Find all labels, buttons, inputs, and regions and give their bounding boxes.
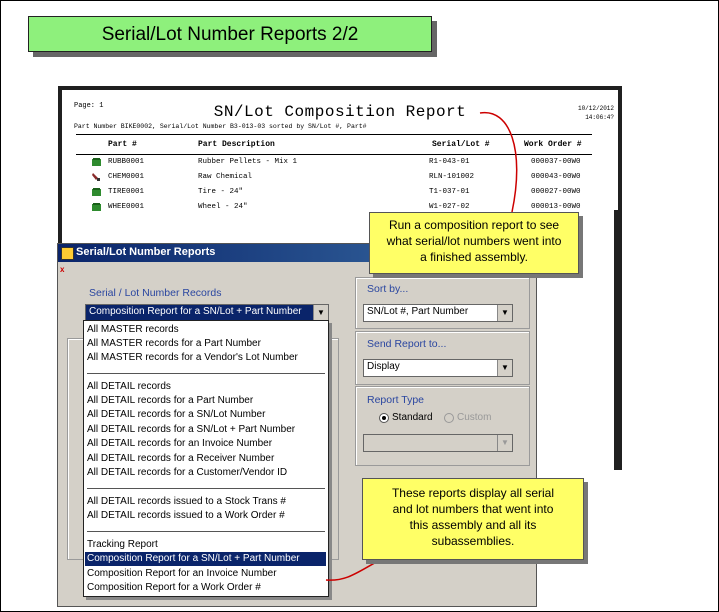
row-work-order: 000037-00W0 xyxy=(531,158,581,166)
dropdown-option[interactable] xyxy=(85,394,326,408)
option-label: All DETAIL records xyxy=(87,381,171,392)
dropdown-option[interactable] xyxy=(85,380,326,394)
close-icon[interactable] xyxy=(60,265,76,274)
dropdown-option[interactable] xyxy=(85,509,326,523)
dropdown-option[interactable] xyxy=(85,452,326,466)
report-subtitle: Part Number BIKE0002, Serial/Lot Number B3-013-03 sorted by SN/Lot #, Part# xyxy=(74,123,367,130)
slide-title-banner xyxy=(28,16,432,52)
chevron-down-icon[interactable]: ▼ xyxy=(497,305,512,321)
dropdown-option[interactable] xyxy=(85,337,326,351)
option-label: All DETAIL records for a Part Number xyxy=(87,395,254,406)
row-description: Wheel - 24" xyxy=(198,203,248,211)
report-row xyxy=(76,156,606,170)
callout-line: subassemblies. xyxy=(431,534,515,548)
report-row xyxy=(76,186,606,200)
report-options-dropdown xyxy=(83,320,329,597)
dropdown-option[interactable] xyxy=(85,408,326,422)
row-serial-lot: R1-043-01 xyxy=(429,158,470,166)
option-label: Tracking Report xyxy=(87,539,158,550)
send-combo[interactable] xyxy=(363,359,513,377)
row-serial-lot: RLN-101002 xyxy=(429,173,475,181)
option-label: All DETAIL records for a SN/Lot + Part Number xyxy=(87,424,296,435)
dropdown-option[interactable] xyxy=(85,437,326,451)
option-label: Composition Report for a SN/Lot + Part Number xyxy=(87,553,300,564)
option-label: All DETAIL records for a Receiver Number xyxy=(87,453,275,464)
sort-value: SN/Lot #, Part Number xyxy=(367,306,469,317)
subassemblies-callout xyxy=(362,478,584,560)
custom-report-combo[interactable] xyxy=(363,434,513,452)
flask-icon xyxy=(92,173,101,184)
reports-group-label: Serial / Lot Number Records xyxy=(89,287,222,299)
option-label: All DETAIL records for an Invoice Number xyxy=(87,438,273,449)
row-part: RUBB0001 xyxy=(108,158,145,166)
row-serial-lot: W1-027-02 xyxy=(429,203,470,211)
option-label: All DETAIL records issued to a Stock Trans # xyxy=(87,496,286,507)
report-column-headers xyxy=(76,134,592,155)
dropdown-option[interactable] xyxy=(85,581,326,595)
sort-combo[interactable] xyxy=(363,304,513,322)
row-part: TIRE0001 xyxy=(108,188,145,196)
option-label: All MASTER records for a Vendor's Lot Number xyxy=(87,352,298,363)
green-box-icon xyxy=(92,203,101,214)
dropdown-option[interactable] xyxy=(85,495,326,509)
report-selector-value: Composition Report for a SN/Lot + Part Number xyxy=(89,306,302,317)
report-row xyxy=(76,171,606,185)
row-work-order: 000027-00W0 xyxy=(531,188,581,196)
callout-line: a finished assembly. xyxy=(420,250,528,264)
custom-radio-label: Custom xyxy=(457,412,492,423)
slide-title: Serial/Lot Number Reports 2/2 xyxy=(101,24,359,45)
report-shadow-edge xyxy=(614,210,622,470)
dropdown-option[interactable] xyxy=(85,466,326,480)
composition-report-callout xyxy=(369,212,579,274)
option-label: All DETAIL records issued to a Work Order # xyxy=(87,510,285,521)
row-work-order: 000013-00W0 xyxy=(531,203,581,211)
dropdown-option[interactable] xyxy=(85,538,326,552)
col-header-serial-lot: Serial/Lot # xyxy=(432,140,490,149)
dropdown-separator xyxy=(87,531,325,532)
report-date xyxy=(578,104,614,122)
row-description: Rubber Pellets - Mix 1 xyxy=(198,158,298,166)
callout-line: These reports display all serial xyxy=(391,486,555,500)
option-label: Composition Report for a Work Order # xyxy=(87,582,261,593)
row-description: Tire - 24" xyxy=(198,188,244,196)
standard-radio[interactable] xyxy=(379,413,389,423)
col-header-part: Part # xyxy=(108,140,137,149)
chevron-down-icon[interactable]: ▼ xyxy=(497,435,512,451)
dialog-title: Serial/Lot Number Reports xyxy=(76,246,216,258)
report-date-value: 10/12/2012 xyxy=(577,105,614,112)
close-glyph: x xyxy=(60,265,65,274)
green-box-icon xyxy=(92,158,101,169)
dropdown-option-selected[interactable] xyxy=(85,552,326,566)
row-serial-lot: T1-037-01 xyxy=(429,188,470,196)
send-value: Display xyxy=(367,361,400,372)
report-time-value: 14:06:4? xyxy=(585,114,614,121)
dropdown-separator xyxy=(87,488,325,489)
callout-line: Run a composition report to see xyxy=(388,218,560,232)
dropdown-option[interactable] xyxy=(85,423,326,437)
option-label: All DETAIL records for a SN/Lot Number xyxy=(87,409,266,420)
callout-line: this assembly and all its xyxy=(409,518,537,532)
chevron-down-icon[interactable]: ▼ xyxy=(313,305,328,321)
row-description: Raw Chemical xyxy=(198,173,253,181)
row-work-order: 000043-00W0 xyxy=(531,173,581,181)
sort-label: Sort by... xyxy=(367,283,409,295)
app-icon xyxy=(61,247,74,260)
col-header-description: Part Description xyxy=(198,140,275,149)
custom-radio[interactable] xyxy=(444,413,454,423)
dropdown-option[interactable] xyxy=(85,351,326,365)
report-type-label: Report Type xyxy=(367,394,425,406)
option-label: All DETAIL records for a Customer/Vendor ID xyxy=(87,467,288,478)
send-label: Send Report to... xyxy=(367,338,447,350)
option-label: All MASTER records for a Part Number xyxy=(87,338,261,349)
dropdown-option[interactable] xyxy=(85,323,326,337)
standard-radio-label: Standard xyxy=(392,412,433,423)
chevron-down-icon[interactable]: ▼ xyxy=(497,360,512,376)
col-header-work-order: Work Order # xyxy=(524,140,582,149)
row-part: WHEE0001 xyxy=(108,203,145,211)
option-label: Composition Report for an Invoice Number xyxy=(87,568,277,579)
callout-line: what serial/lot numbers went into xyxy=(386,234,562,248)
option-label: All MASTER records xyxy=(87,324,179,335)
dropdown-option[interactable] xyxy=(85,567,326,581)
green-box-icon xyxy=(92,188,101,199)
callout-line: and lot numbers that went into xyxy=(392,502,554,516)
report-page-label: Page: 1 xyxy=(74,102,104,110)
row-part: CHEM0001 xyxy=(108,173,145,181)
dropdown-separator xyxy=(87,373,325,374)
report-title: SN/Lot Composition Report xyxy=(213,103,467,121)
